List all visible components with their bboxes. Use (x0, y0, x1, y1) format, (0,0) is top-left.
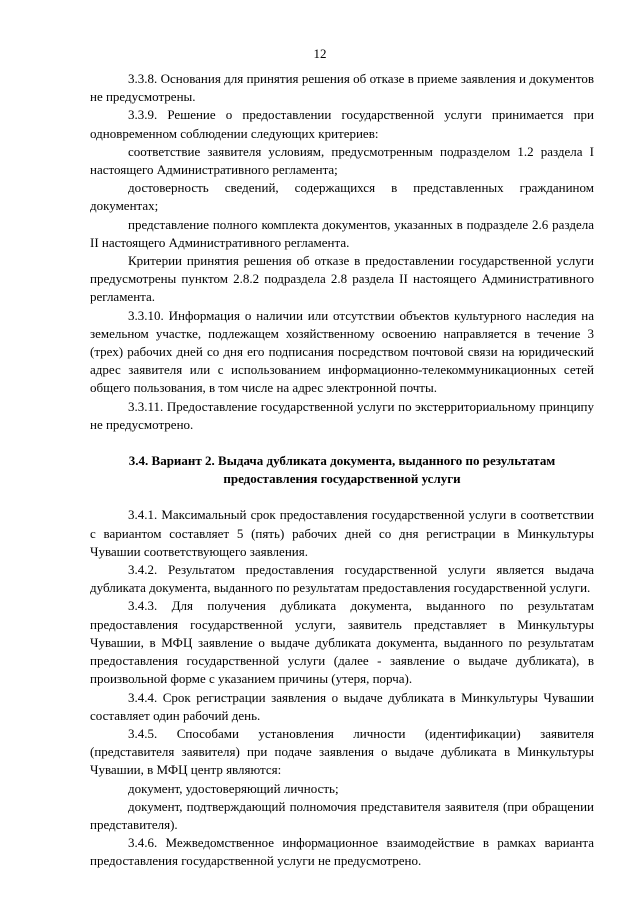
paragraph-3-3-10: 3.3.10. Информация о наличии или отсутствии объектов культурного наследия на земельном участке, подлежащем хозяйственному освоению направляется в течение 3 (трех) рабочих дней со дня его подписания посредством почтовой связи на юридический адрес заявителя или с использованием информационно-телекоммуникационных сетей общего пользования, в том числе на адрес электронной почты. (90, 307, 594, 396)
criterion-applicant-conditions: соответствие заявителя условиям, предусмотренным подразделом 1.2 раздела I настоящего Административного регламента; (90, 143, 594, 178)
page-number: 12 (313, 46, 327, 61)
paragraph-3-4-3: 3.4.3. Для получения дубликата документа, выданного по результатам предоставления государственной услуги, заявитель представляет в Минкультуры Чувашии, в МФЦ заявление о выдаче дубликата документа, выданного по результатам предоставления государственной услуги (далее - заявление о выдаче дубликата), в произвольной форме с указанием причины (утеря, порча). (90, 598, 594, 687)
paragraph-3-4-4: 3.4.4. Срок регистрации заявления о выдаче дубликата в Минкультуры Чувашии составляет один рабочий день. (90, 689, 594, 723)
criterion-data-reliability: достоверность сведений, содержащихся в представленных гражданином документах; (90, 180, 594, 214)
paragraph-3-4-2: 3.4.2. Результатом предоставления государственной услуги является выдача дубликата документа, выданного по результатам предоставления государственной услуги. (90, 562, 594, 596)
paragraph-3-3-9: 3.3.9. Решение о предоставлении государственной услуги принимается при одновременном соблюдении следующих критериев: (90, 107, 594, 141)
section-heading-3-4: 3.4. Вариант 2. Выдача дубликата документа, выданного по результатам предоставления государственной услуги (128, 453, 556, 487)
paragraph-3-4-5: 3.4.5. Способами установления личности (идентификации) заявителя (представителя заявителя) при подаче заявления о выдаче дубликата в Минкультуры Чувашии, в МФЦ центр являются: (90, 725, 594, 778)
paragraph-refusal-criteria: Критерии принятия решения об отказе в предоставлении государственной услуги предусмотрены пунктом 2.8.2 подраздела 2.8 раздела II настоящего Административного регламента. (90, 253, 594, 305)
paragraph-3-3-11: 3.3.11. Предоставление государственной услуги по экстерриториальному принципу не предусмотрено. (90, 398, 594, 432)
authority-document-item: документ, подтверждающий полномочия представителя заявителя (при обращении представителя). (90, 798, 594, 832)
criterion-complete-documents: представление полного комплекта документов, указанных в подразделе 2.6 раздела II настоящего Административного регламента. (90, 216, 594, 250)
paragraph-3-4-6: 3.4.6. Межведомственное информационное взаимодействие в рамках варианта предоставления государственной услуги не предусмотрено. (90, 835, 594, 869)
identity-document-item: документ, удостоверяющий личность; (128, 780, 339, 796)
document-body (90, 70, 594, 871)
paragraph-3-3-8: 3.3.8. Основания для принятия решения об отказе в приеме заявления и документов не предусмотрены. (90, 71, 594, 105)
paragraph-3-4-1: 3.4.1. Максимальный срок предоставления государственной услуги в соответствии с вариантом составляет 5 (пять) рабочих дней со дня регистрации в Минкультуры Чувашии соответствующего заявления. (90, 507, 594, 559)
